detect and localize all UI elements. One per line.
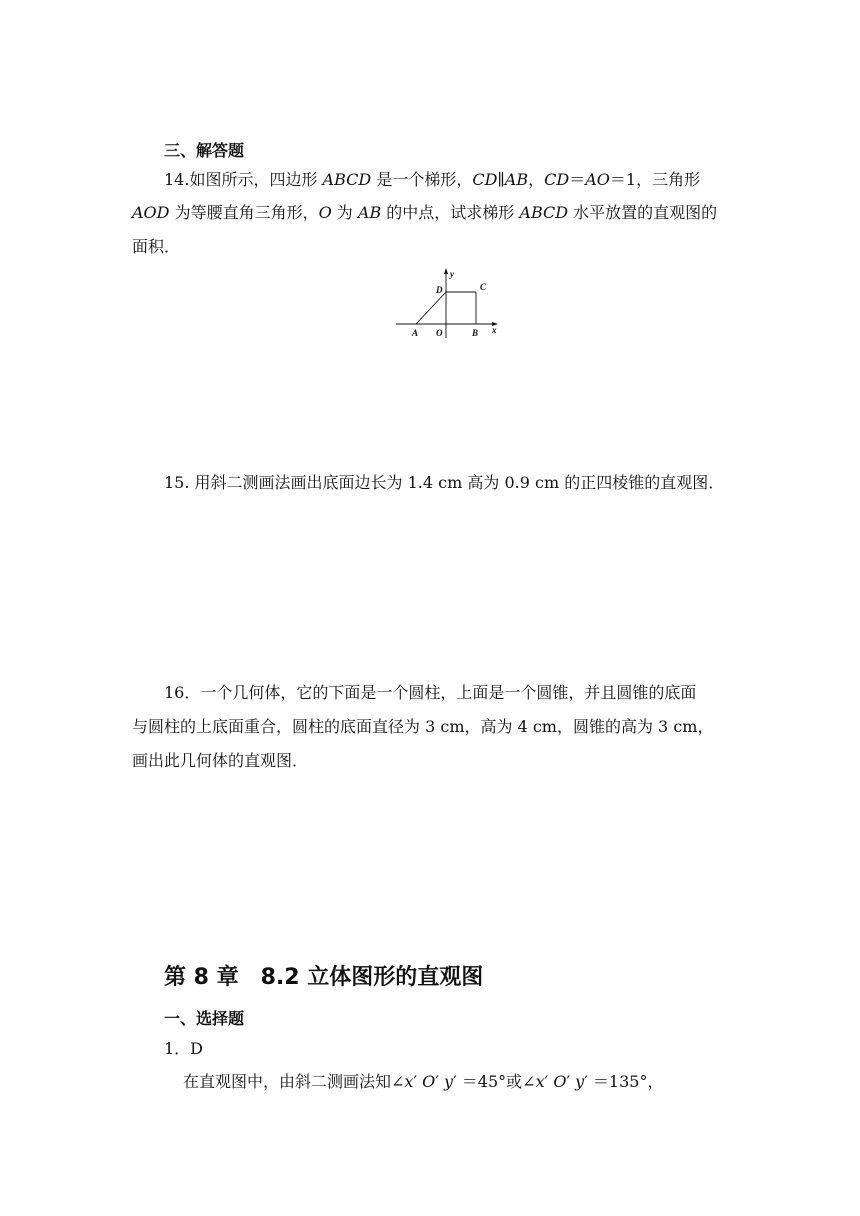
q14-symbol: ∥ bbox=[497, 170, 505, 189]
answer-var: y bbox=[575, 1072, 585, 1091]
q14-text: 14.如图所示，四边形 bbox=[164, 170, 323, 189]
q14-text: 的中点，试求梯形 bbox=[381, 203, 520, 222]
answer-1-explanation bbox=[183, 1074, 663, 1090]
section-heading-choice: 一、选择题 bbox=[164, 1009, 245, 1028]
answer-text: ′ ＝45°或∠ bbox=[453, 1072, 536, 1091]
q15-text: 15. 用斜二测画法画出底面边长为 1.4 cm 高为 0.9 cm 的正四棱锥的直观图． bbox=[164, 473, 725, 492]
label-o: O bbox=[436, 328, 443, 338]
q14-text: ， bbox=[528, 170, 545, 189]
q14-var: AB bbox=[357, 203, 382, 222]
q14-var: O bbox=[318, 203, 332, 222]
q14-var: CD bbox=[544, 170, 570, 189]
q16-line-1: 16．一个几何体，它的下面是一个圆柱，上面是一个圆锥，并且圆锥的底面 bbox=[164, 683, 697, 702]
answer-var: O bbox=[553, 1072, 567, 1091]
section-heading-answers: 三、解答题 bbox=[164, 141, 245, 160]
q14-var: AOD bbox=[132, 203, 170, 222]
edge-ad bbox=[416, 292, 446, 324]
q16-line-3: 画出此几何体的直观图． bbox=[132, 751, 309, 770]
answer-text: ′ bbox=[413, 1072, 423, 1091]
chapter-title: 第 8 章 8.2 立体图形的直观图 bbox=[164, 965, 484, 990]
label-a: A bbox=[412, 328, 419, 338]
label-x: x bbox=[492, 325, 497, 335]
answer-text: ′ bbox=[544, 1072, 554, 1091]
q14-var: AO bbox=[585, 170, 610, 189]
label-d: D bbox=[436, 285, 443, 295]
q14-var: AB bbox=[504, 170, 529, 189]
q14-line-1 bbox=[164, 172, 700, 188]
answer-var: x bbox=[404, 1072, 414, 1091]
q14-var: ABCD bbox=[322, 170, 372, 189]
y-axis-arrow-icon bbox=[444, 268, 448, 274]
label-c: C bbox=[480, 282, 487, 292]
q14-var: ABCD bbox=[519, 203, 569, 222]
label-y: y bbox=[450, 269, 454, 279]
answer-text: 在直观图中，由斜二测画法知∠ bbox=[183, 1072, 405, 1091]
q16-line-2: 与圆柱的上底面重合，圆柱的底面直径为 3 cm，高为 4 cm，圆锥的高为 3 cm， bbox=[132, 717, 714, 736]
q14-var: CD bbox=[472, 170, 498, 189]
answer-var: x bbox=[535, 1072, 545, 1091]
q14-text: 水平放置的直观图的 bbox=[568, 203, 718, 222]
q14-text: 为 bbox=[331, 203, 358, 222]
q14-text: 为等腰直角三角形， bbox=[169, 203, 319, 222]
answer-var: O bbox=[422, 1072, 436, 1091]
q14-line-3: 面积． bbox=[132, 237, 181, 256]
trapezoid-figure bbox=[392, 266, 508, 342]
q14-text: 是一个梯形， bbox=[371, 170, 473, 189]
answer-text: ′ ＝135°， bbox=[584, 1072, 664, 1091]
q14-line-2 bbox=[132, 205, 717, 221]
q14-symbol: ＝ bbox=[569, 170, 586, 189]
answer-var: y bbox=[444, 1072, 454, 1091]
q14-text: ＝1，三角形 bbox=[609, 170, 701, 189]
answer-text: ′ bbox=[435, 1072, 445, 1091]
answer-1-label: 1．D bbox=[164, 1039, 204, 1058]
answer-text: ′ bbox=[566, 1072, 576, 1091]
label-b: B bbox=[472, 328, 479, 338]
